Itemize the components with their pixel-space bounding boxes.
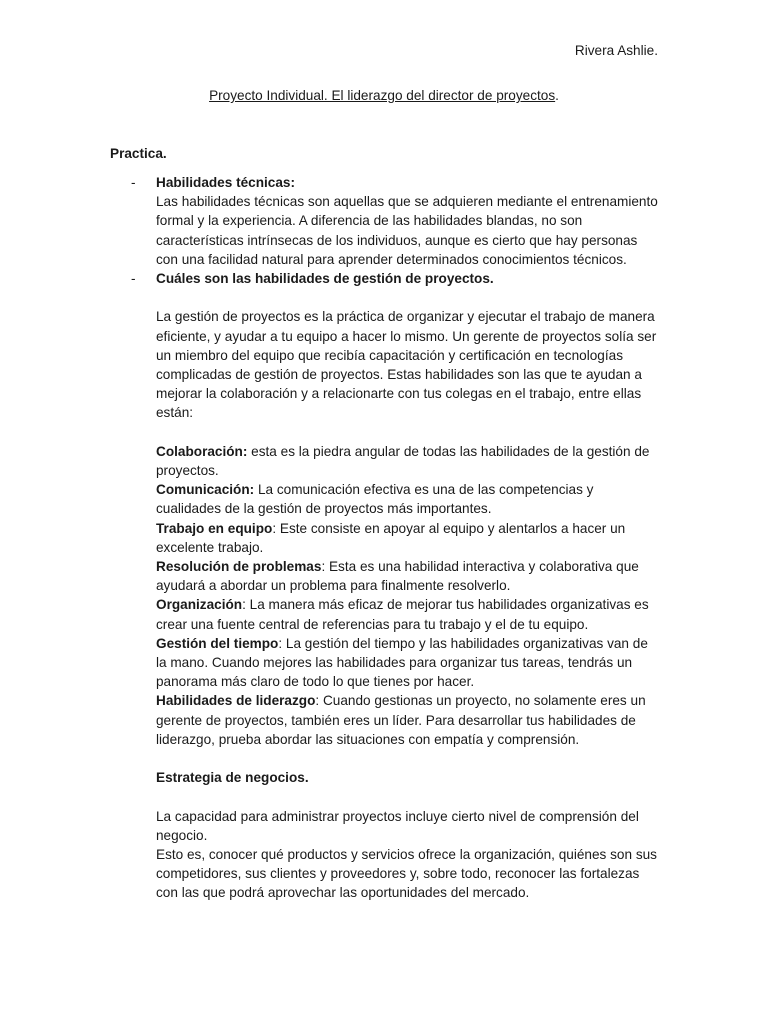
skill-entry	[156, 691, 660, 749]
title-period: .	[555, 88, 559, 103]
skill-description: esta es la piedra angular de todas las habilidades de la gestión de proyectos.	[156, 443, 650, 479]
strategy-heading: Estrategia de negocios.	[156, 770, 309, 786]
skill-term: Gestión del tiempo	[156, 635, 279, 651]
bullet-list	[110, 173, 660, 903]
section-heading: Practica.	[110, 146, 167, 161]
item-paragraph: Las habilidades técnicas son aquellas que se adquieren mediante el entrenamiento formal y la experiencia. A diferencia de las habilidades blandas, no son características intrínsecas de los individuos, aunque es cierto que hay personas con una facilidad natural para aprender determinados conocimientos técnicos.	[156, 194, 658, 267]
list-item-project-management-skills	[110, 269, 660, 903]
bullet-dash: -	[131, 175, 136, 190]
skill-description: : Este consiste en apoyar al equipo y alentarlos a hacer un excelente trabajo.	[156, 520, 626, 555]
document-title	[0, 86, 768, 105]
skill-term: Resolución de problemas	[156, 559, 322, 575]
skill-entry	[156, 557, 660, 595]
skill-entry	[156, 480, 660, 518]
skill-term: Colaboración:	[156, 443, 248, 459]
skill-entry	[156, 519, 660, 557]
skill-entry	[156, 442, 660, 480]
skill-description: : Esta es una habilidad interactiva y colaborativa que ayudará a abordar un problema para finalmente resolverlo.	[156, 559, 639, 594]
skill-description: : La manera más eficaz de mejorar tus habilidades organizativas es crear una fuente central de referencias para tu trabajo y el de tu equipo.	[156, 597, 649, 632]
item-heading: Habilidades técnicas:	[156, 175, 296, 190]
skill-description: La comunicación efectiva es una de las competencias y cualidades de la gestión de proyectos más importantes.	[156, 482, 594, 517]
skill-term: Organización	[156, 597, 243, 613]
skill-term: Habilidades de liderazgo	[156, 693, 316, 709]
skill-entry	[156, 595, 660, 633]
author-name: Rivera Ashlie.	[574, 43, 658, 58]
title-text: Proyecto Individual. El liderazgo del director de proyectos	[209, 88, 556, 103]
list-item-technical-skills	[110, 173, 660, 269]
skill-entry	[156, 634, 660, 692]
bullet-dash: -	[131, 271, 136, 287]
intro-paragraph: La gestión de proyectos es la práctica de organizar y ejecutar el trabajo de manera eficiente, y ayudar a tu equipo a hacer lo mismo. Un gerente de proyectos solía ser un miembro del equipo que recibía capacitación y certificación en tecnologías complicadas de gestión de proyectos. Estas habilidades son las que te ayudan a mejorar la colaboración y a relacionarte con tus colegas en el trabajo, entre ellas están:	[156, 309, 657, 421]
skill-description: : Cuando gestionas un proyecto, no solamente eres un gerente de proyectos, también eres un líder. Para desarrollar tus habilidades de liderazgo, prueba abordar las situaciones con empatía y comprensión.	[156, 693, 646, 747]
strategy-paragraph: Esto es, conocer qué productos y servicios ofrece la organización, quiénes son sus competidores, sus clientes y proveedores y, sobre todo, reconocer las fortalezas con las que podrá aprovechar las oportunidades del mercado.	[156, 847, 657, 901]
skill-term: Comunicación:	[156, 482, 255, 498]
skill-term: Trabajo en equipo	[156, 520, 273, 536]
item-heading: Cuáles son las habilidades de gestión de proyectos.	[156, 271, 494, 287]
skill-description: : La gestión del tiempo y las habilidades organizativas van de la mano. Cuando mejores las habilidades para organizar tus tareas, tendrás un panorama más claro de todo lo que tienes por hacer.	[156, 635, 648, 690]
strategy-paragraph: La capacidad para administrar proyectos incluye cierto nivel de comprensión del negocio.	[156, 808, 639, 843]
